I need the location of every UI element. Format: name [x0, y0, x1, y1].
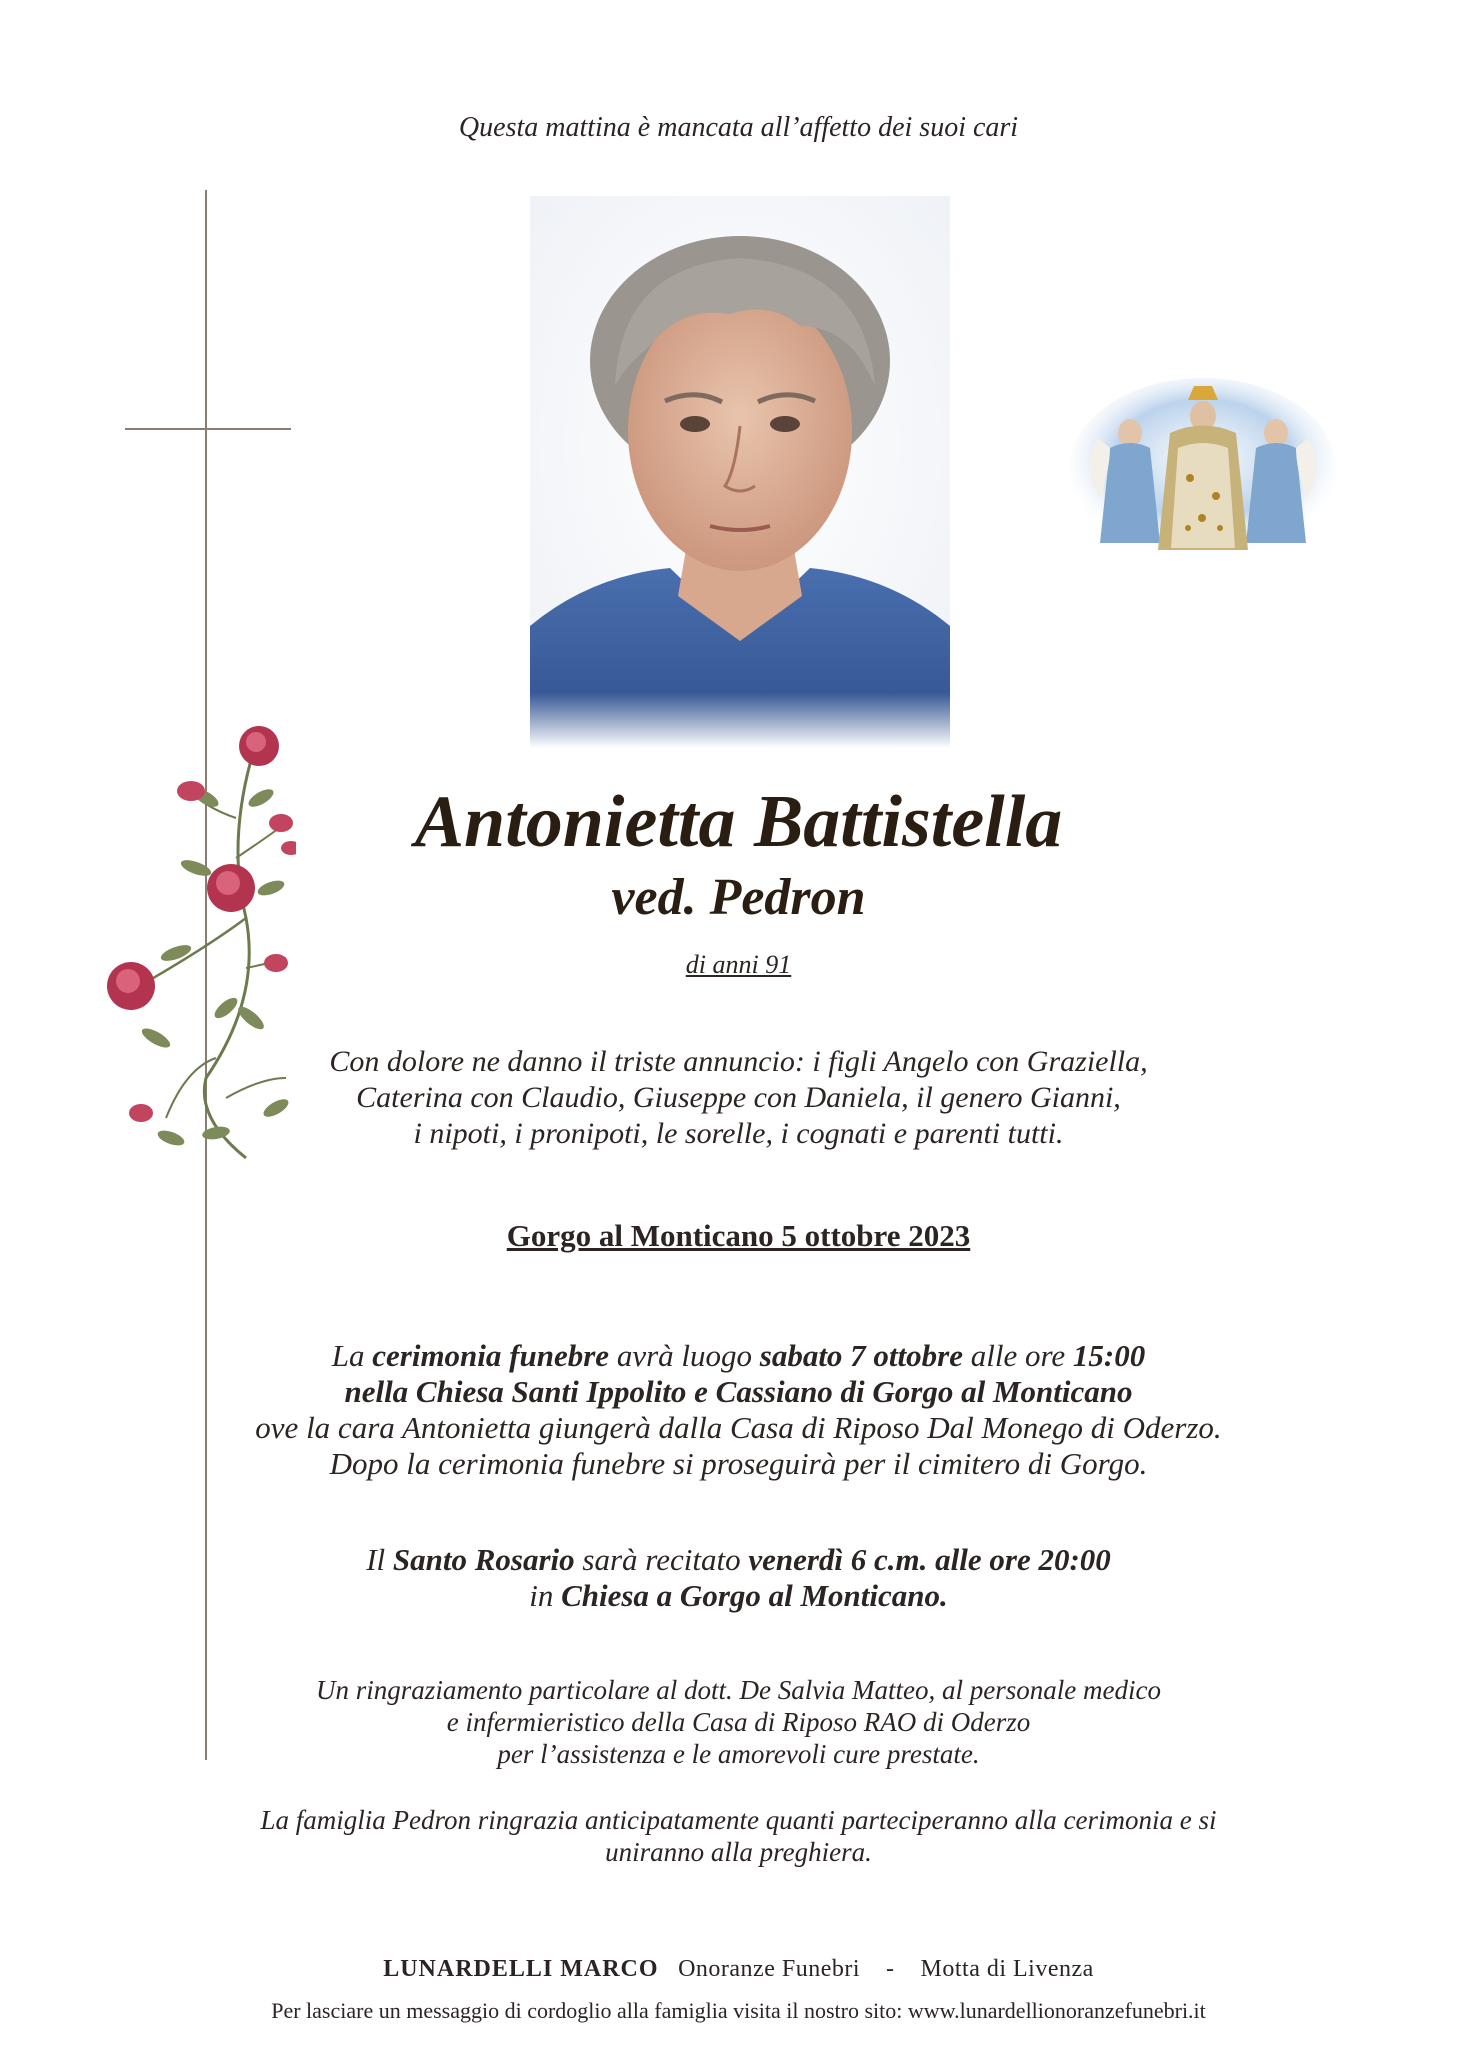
- service-name: Onoranze Funebri: [678, 1956, 861, 1982]
- age-text: di anni 91: [685, 950, 792, 979]
- thanks-line: per l’assistenza e le amorevoli cure prestate.: [497, 1739, 980, 1769]
- ceremony-label: cerimonia funebre: [372, 1338, 610, 1373]
- family-thanks-line: La famiglia Pedron ringrazia anticipatamente quanti parteciperanno alla cerimonia e si: [260, 1805, 1217, 1835]
- ceremony-line-4: Dopo la cerimonia funebre si proseguirà per il cimitero di Gorgo.: [329, 1446, 1148, 1481]
- rosary-info: [0, 1542, 1477, 1614]
- condolence-message-link[interactable]: Per lasciare un messaggio di cordoglio alla famiglia visita il nostro sito: www.lunardellionoranzefunebri.it: [271, 1998, 1206, 2023]
- announcement-line: i nipoti, i pronipoti, le sorelle, i cognati e parenti tutti.: [413, 1117, 1064, 1150]
- funeral-home-line: [0, 1956, 1477, 1983]
- ceremony-line-2: [0, 1374, 1477, 1410]
- deceased-name: Antonietta Battistella: [414, 781, 1063, 863]
- rosary-date: venerdì 6 c.m. alle ore 20:00: [748, 1542, 1111, 1577]
- church-name: nella Chiesa Santi Ippolito e Cassiano di Gorgo al Monticano: [344, 1374, 1133, 1409]
- text: Il: [366, 1542, 393, 1577]
- thanks-line: e infermieristico della Casa di Riposo RAO di Oderzo: [446, 1707, 1031, 1737]
- madonna-icon: [1070, 378, 1336, 558]
- announcement-line: Caterina con Claudio, Giuseppe con Daniela, il genero Gianni,: [356, 1081, 1121, 1114]
- thanks-note: [0, 1674, 1477, 1770]
- place-date-text: Gorgo al Monticano 5 ottobre 2023: [506, 1218, 971, 1253]
- portrait-photo: [530, 196, 950, 748]
- rosary-line-2: [0, 1578, 1477, 1614]
- ceremony-info: [0, 1338, 1477, 1482]
- ceremony-date: sabato 7 ottobre: [759, 1338, 963, 1373]
- rosary-line-1: [0, 1542, 1477, 1578]
- ceremony-line-1: [0, 1338, 1477, 1374]
- announcement: [0, 1044, 1477, 1152]
- ceremony-time: 15:00: [1072, 1338, 1146, 1373]
- family-thanks: [0, 1804, 1477, 1868]
- city-name: Motta di Livenza: [920, 1956, 1094, 1982]
- text: alle ore: [962, 1338, 1073, 1373]
- thanks-line: Un ringraziamento particolare al dott. De Salvia Matteo, al personale medico: [316, 1675, 1161, 1705]
- widow-of: ved. Pedron: [611, 869, 866, 926]
- text: La: [331, 1338, 373, 1373]
- text: sarà recitato: [574, 1542, 749, 1577]
- announcement-line: Con dolore ne danno il triste annuncio: i figli Angelo con Graziella,: [329, 1045, 1148, 1078]
- separator: -: [886, 1956, 895, 1982]
- intro-text: Questa mattina è mancata all’affetto dei suoi cari: [458, 112, 1019, 143]
- text: avrà luogo: [609, 1338, 760, 1373]
- ceremony-line-3: ove la cara Antonietta giungerà dalla Casa di Riposo Dal Monego di Oderzo.: [255, 1410, 1222, 1445]
- age: [0, 950, 1477, 980]
- place-date: [0, 1218, 1477, 1254]
- cross-horizontal-line: [125, 428, 291, 430]
- company-name: LUNARDELLI MARCO: [383, 1956, 659, 1982]
- rosary-place: Chiesa a Gorgo al Monticano.: [561, 1578, 948, 1613]
- text: in: [529, 1578, 562, 1613]
- rosary-label: Santo Rosario: [392, 1542, 575, 1577]
- family-thanks-line: uniranno alla preghiera.: [605, 1837, 872, 1867]
